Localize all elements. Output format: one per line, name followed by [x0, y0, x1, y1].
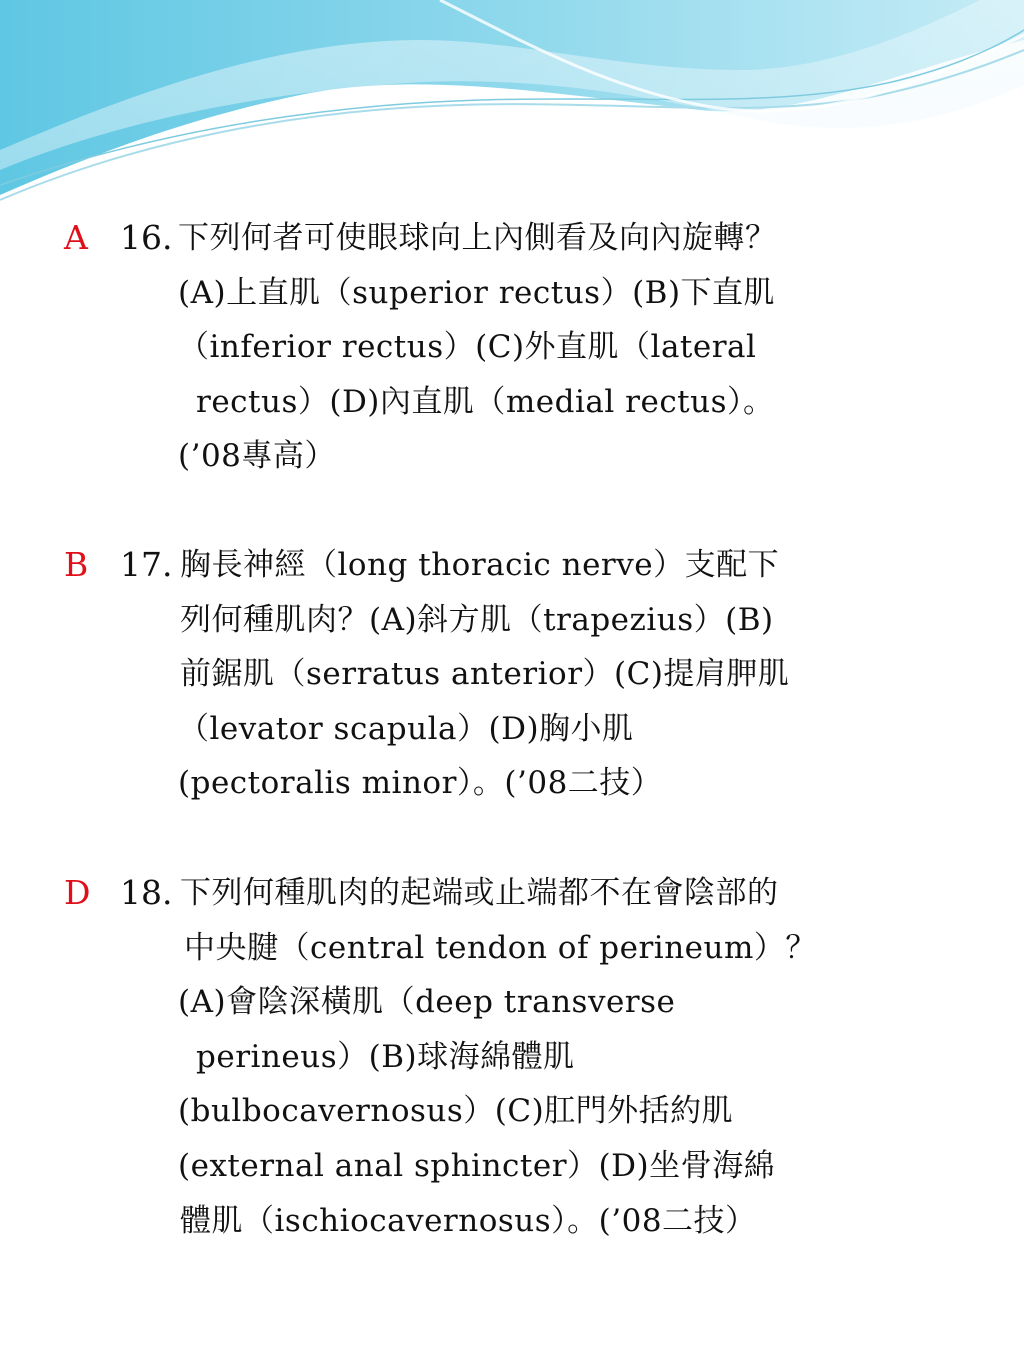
- question-line: （inferior rectus）(C)外直肌（lateral: [178, 329, 757, 366]
- answer-letter: B: [64, 545, 89, 584]
- question-line: 體肌（ischiocavernosus）。(’08二技）: [180, 1202, 757, 1239]
- question-line: 下列何種肌肉的起端或止端都不在會陰部的: [180, 875, 779, 911]
- question-line: (bulbocavernosus）(C)肛門外括約肌: [178, 1093, 734, 1130]
- question-line: 列何種肌肉？(A)斜方肌（trapezius）(B): [180, 601, 774, 638]
- question-line: rectus）(D)內直肌（medial rectus）。: [196, 383, 775, 420]
- question-number: 16.: [120, 218, 173, 257]
- question-number: 17.: [120, 545, 173, 584]
- question-16: [0, 211, 1024, 501]
- question-line: 下列何者可使眼球向上內側看及向內旋轉？: [178, 220, 777, 256]
- question-line: 胸長神經（long thoracic nerve）支配下: [180, 547, 780, 583]
- question-line: (external anal sphincter）(D)坐骨海綿: [178, 1148, 776, 1184]
- question-line: (A)上直肌（superior rectus）(B)下直肌: [178, 274, 776, 311]
- question-line: （levator scapula）(D)胸小肌: [178, 710, 634, 747]
- question-line: 前鋸肌（serratus anterior）(C)提肩胛肌: [180, 656, 790, 693]
- question-line: (’08專高）: [178, 438, 336, 475]
- question-17: [0, 538, 1024, 828]
- question-line: perineus）(B)球海綿體肌: [196, 1038, 575, 1075]
- question-number: 18.: [120, 873, 173, 912]
- question-line: (A)會陰深橫肌（deep transverse: [178, 984, 676, 1021]
- answer-letter: A: [64, 218, 88, 257]
- question-18: [0, 866, 1024, 1266]
- question-line: 中央腱（central tendon of perineum）？: [184, 929, 817, 966]
- answer-letter: D: [64, 873, 91, 912]
- question-line: (pectoralis minor）。(’08二技）: [178, 765, 663, 802]
